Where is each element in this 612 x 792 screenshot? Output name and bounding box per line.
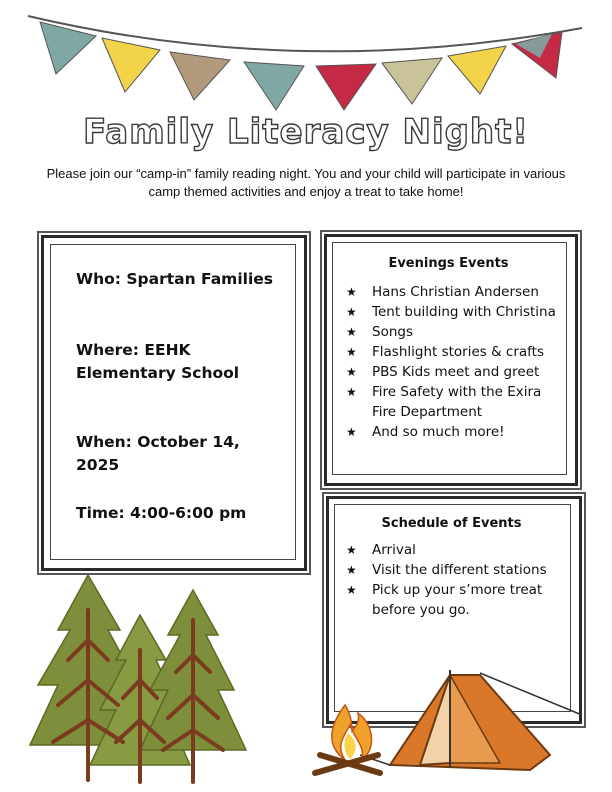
list-item: ★ Arrival bbox=[346, 542, 416, 558]
star-bullet-icon: ★ bbox=[346, 385, 357, 399]
list-item: ★ Fire Safety with the Exira Fire Department bbox=[346, 384, 542, 420]
evening-events-list bbox=[346, 282, 556, 442]
tent-icon bbox=[300, 655, 600, 785]
time-text: Time: 4:00-6:00 pm bbox=[76, 504, 247, 522]
list-item: ★ Visit the different stations bbox=[346, 562, 547, 578]
star-bullet-icon: ★ bbox=[346, 583, 357, 597]
when-text: When: October 14, 2025 bbox=[76, 433, 240, 474]
star-bullet-icon: ★ bbox=[346, 543, 357, 557]
star-bullet-icon: ★ bbox=[346, 285, 357, 299]
list-item: ★ Hans Christian Andersen bbox=[346, 284, 539, 300]
list-item: ★ PBS Kids meet and greet bbox=[346, 364, 540, 380]
bunting-flags bbox=[0, 0, 612, 120]
campfire-icon bbox=[315, 705, 380, 773]
schedule-title: Schedule of Events bbox=[381, 516, 522, 531]
page-title: Family Literacy Night! bbox=[83, 112, 529, 152]
intro-text: Please join our “camp-in” family reading night. You and your child will participate in various camp themed activities and enjoy a treat to take home! bbox=[46, 166, 566, 199]
where-text: Where: EEHK bbox=[76, 341, 191, 359]
star-bullet-icon: ★ bbox=[346, 305, 357, 319]
list-item: ★ Flashlight stories & crafts bbox=[346, 344, 545, 360]
list-item: ★ And so much more! bbox=[346, 424, 505, 440]
star-bullet-icon: ★ bbox=[346, 563, 357, 577]
schedule-list bbox=[346, 540, 556, 620]
list-item: ★ Tent building with Christina bbox=[346, 304, 556, 320]
evening-events-title: Evenings Events bbox=[388, 256, 509, 271]
where-text-line2: Elementary School bbox=[76, 364, 240, 382]
list-item: ★ Songs bbox=[346, 324, 413, 340]
star-bullet-icon: ★ bbox=[346, 425, 357, 439]
who-text: Who: Spartan Families bbox=[76, 270, 274, 288]
star-bullet-icon: ★ bbox=[346, 345, 357, 359]
star-bullet-icon: ★ bbox=[346, 325, 357, 339]
star-bullet-icon: ★ bbox=[346, 365, 357, 379]
pine-tree-icon bbox=[28, 570, 248, 785]
list-item: ★ Pick up your s’more treat before you go. bbox=[346, 582, 543, 618]
